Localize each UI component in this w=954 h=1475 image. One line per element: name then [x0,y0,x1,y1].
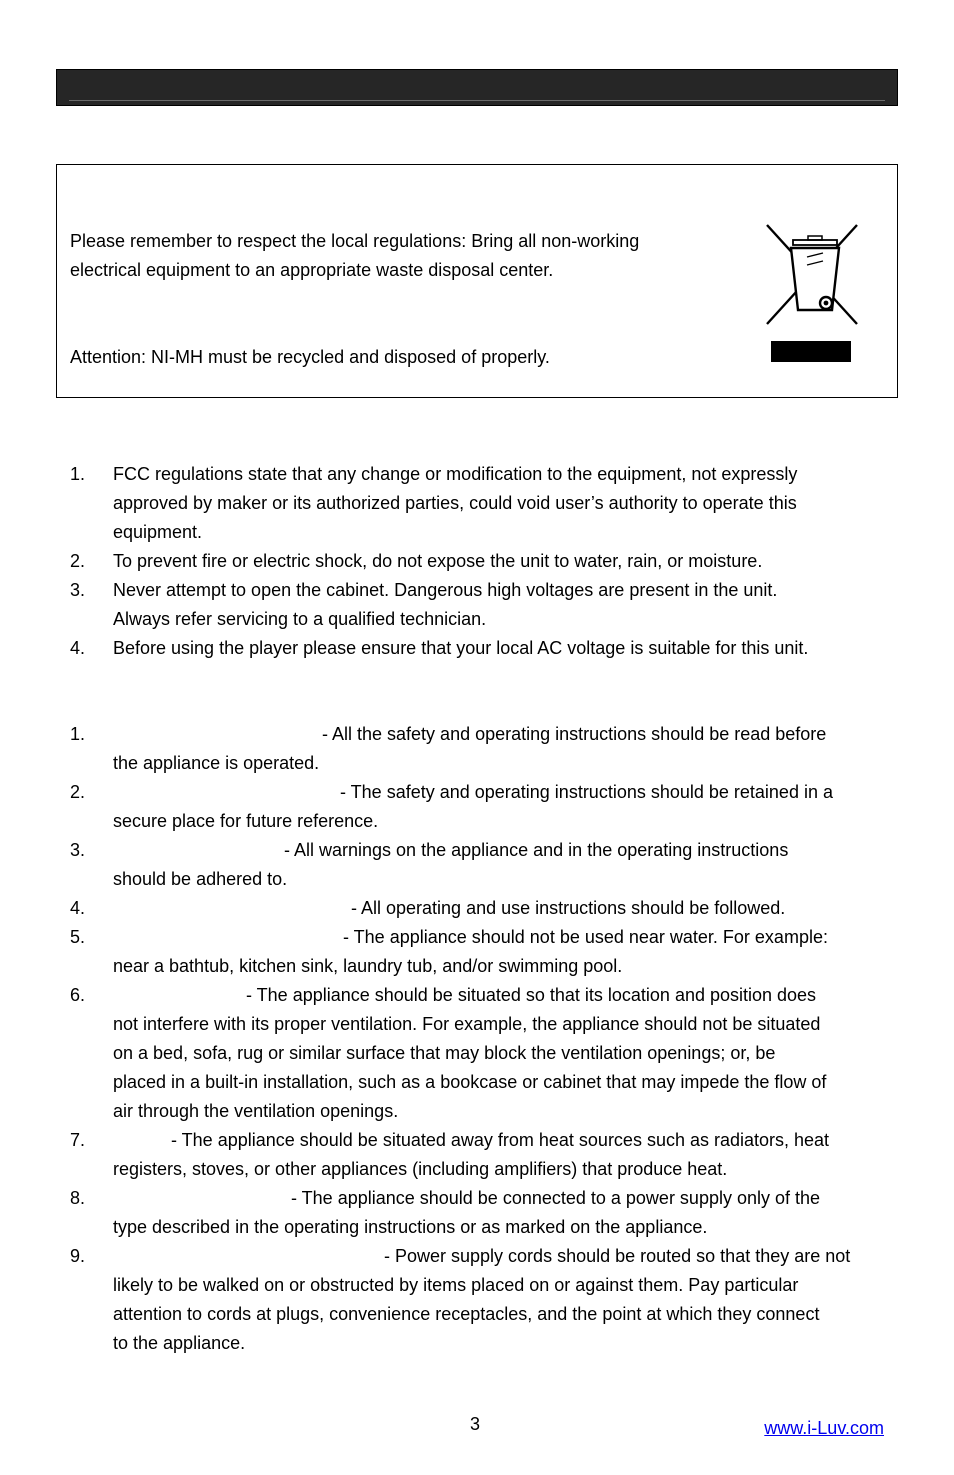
list-item-text: not interfere with its proper ventilation. For example, the appliance should not be situated [113,1014,821,1034]
list-item-text: secure place for future reference. [113,811,379,831]
list-item-text: - The appliance should be situated away from heat sources such as radiators, heat [171,1130,830,1150]
list-item-text: approved by maker or its authorized parties, could void user’s authority to operate this [113,493,797,513]
list-item [0,460,893,547]
list-item-number: 3. [70,580,86,600]
list-item [0,1184,893,1242]
list-item-text: Before using the player please ensure that your local AC voltage is suitable for this unit. [113,638,809,658]
list-item-text: Never attempt to open the cabinet. Dangerous high voltages are present in the unit. [113,580,778,600]
list-item-text: - The appliance should not be used near water. For example: [343,927,828,947]
safety-instructions-list [0,720,893,1358]
fcc-warning-list [0,460,893,663]
list-item [0,547,893,576]
list-item-text: placed in a built-in installation, such as a bookcase or cabinet that may impede the flow of [113,1072,827,1092]
regulation-text-line-1: Please remember to respect the local regulations: Bring all non-working [70,231,640,251]
list-item [0,634,893,663]
list-item-text: - All operating and use instructions should be followed. [351,898,786,918]
list-item-text: should be adhered to. [113,869,288,889]
list-item-text: equipment. [113,522,203,542]
list-item-text: - The appliance should be connected to a power supply only of the [291,1188,821,1208]
regulation-text-line-2: electrical equipment to an appropriate waste disposal center. [70,260,554,280]
list-item-number: 1. [70,724,86,744]
list-item-text: - All warnings on the appliance and in the operating instructions [284,840,789,860]
list-item-number: 8. [70,1188,86,1208]
list-item [0,1242,893,1358]
header-bar [56,69,898,106]
list-item-text: FCC regulations state that any change or modification to the equipment, not expressly [113,464,798,484]
attention-text: Attention: NI-MH must be recycled and disposed of properly. [70,347,550,367]
list-item-text: - The appliance should be situated so that its location and position does [246,985,817,1005]
list-item-number: 3. [70,840,86,860]
list-item-text: to the appliance. [113,1333,246,1353]
list-item-text: attention to cords at plugs, convenience receptacles, and the point at which they connect [113,1304,820,1324]
list-item-number: 4. [70,638,86,658]
list-item [0,778,893,836]
list-item-text: type described in the operating instructions or as marked on the appliance. [113,1217,708,1237]
list-item [0,836,893,894]
list-item [0,923,893,981]
list-item-number: 1. [70,464,86,484]
list-item-text: on a bed, sofa, rug or similar surface that may block the ventilation openings; or, be [113,1043,776,1063]
list-item-number: 7. [70,1130,86,1150]
list-item-text: - All the safety and operating instructions should be read before [322,724,827,744]
website-link[interactable]: www.i-Luv.com [764,1418,884,1438]
list-item-text: air through the ventilation openings. [113,1101,399,1121]
crossed-out-wheelie-bin-icon [765,223,865,363]
list-item [0,1126,893,1184]
list-item-number: 4. [70,898,86,918]
list-item-text: the appliance is operated. [113,753,320,773]
list-item [0,576,893,634]
list-item-text: To prevent fire or electric shock, do not expose the unit to water, rain, or moisture. [113,551,763,571]
list-item-text: - The safety and operating instructions should be retained in a [340,782,833,802]
recycling-notice-box [56,164,898,398]
list-item-number: 5. [70,927,86,947]
list-item-text: registers, stoves, or other appliances (including amplifiers) that produce heat. [113,1159,728,1179]
page-number: 3 [470,1414,481,1434]
list-item-number: 6. [70,985,86,1005]
list-item-text: Always refer servicing to a qualified technician. [113,609,487,629]
header-bar-rule [69,100,885,101]
list-item-number: 2. [70,782,86,802]
list-item-text: - Power supply cords should be routed so that they are not [384,1246,851,1266]
list-item-text: likely to be walked on or obstructed by items placed on or against them. Pay particular [113,1275,799,1295]
list-item-number: 9. [70,1246,86,1266]
list-item-number: 2. [70,551,86,571]
list-item [0,981,893,1126]
list-item-text: near a bathtub, kitchen sink, laundry tub, and/or swimming pool. [113,956,623,976]
list-item [0,894,893,923]
list-item [0,720,893,778]
